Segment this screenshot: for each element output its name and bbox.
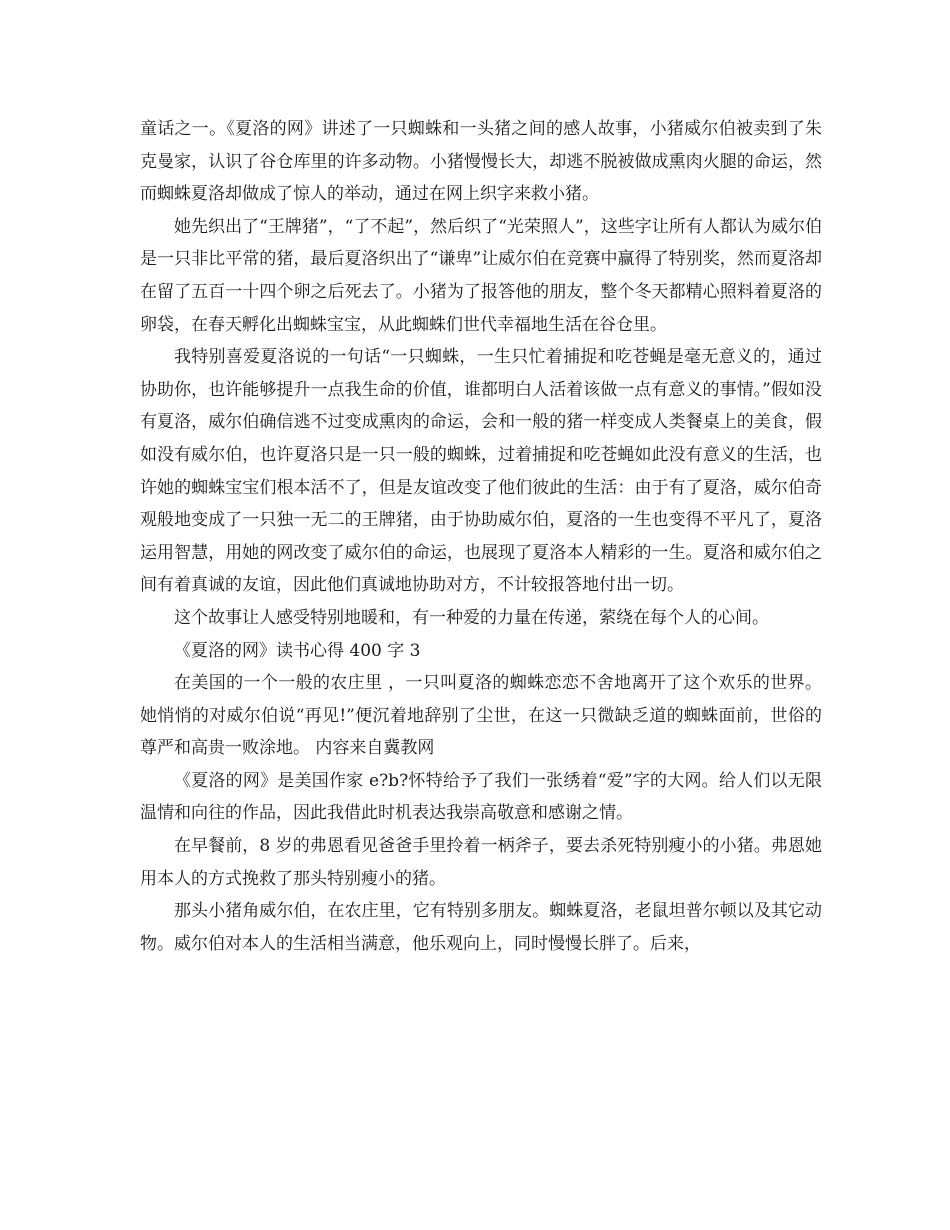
paragraph-1: 童话之一。《夏洛的网》讲述了一只蜘蛛和一头猪之间的感人故事，小猪威尔伯被卖到了朱克曼家，认识了谷仓库里的许多动物。小猪慢慢长大，却逃不脱被做成熏肉火腿的命运，然而蜘蛛夏洛却做成了惊人的举动，通过在网上织字来救小猪。 [140, 119, 822, 205]
paragraph-6: 《夏洛的网》是美国作家 e?b?怀特给予了我们一张绣着“爱”字的大网。给人们以无限温情和向往的作品，因此我借此时机表达我崇高敬意和感谢之情。 [140, 770, 822, 824]
paragraph-8: 那头小猪角威尔伯，在农庄里，它有特别多朋友。蜘蛛夏洛，老鼠坦普尔顿以及其它动物。威尔伯对本人的生活相当满意，他乐观向上，同时慢慢长胖了。后来， [140, 901, 822, 954]
paragraph-4: 这个故事让人感受特别地暖和，有一种爱的力量在传递，萦绕在每个人的心间。 [174, 607, 769, 628]
document-body [140, 113, 822, 960]
paragraph-5: 在美国的一个一般的农庄里 ，一只叫夏洛的蜘蛛恋恋不舍地离开了这个欢乐的世界。她悄悄的对威尔伯说“再见!”便沉着地辞别了尘世，在这一只微缺乏道的蜘蛛面前，世俗的尊严和高贵一败涂地。 内容来自冀教网 [140, 673, 822, 759]
section-heading: 《夏洛的网》读书心得 400 字 3 [174, 640, 421, 661]
paragraph-2: 她先织出了“王牌猪”，“了不起”，然后织了“光荣照人”，这些字让所有人都认为威尔伯是一只非比平常的猪，最后夏洛织出了“谦卑”让威尔伯在竞赛中赢得了特别奖，然而夏洛却在留了五百一十四个卵之后死去了。小猪为了报答他的朋友，整个冬天都精心照料着夏洛的卵袋，在春天孵化出蜘蛛宝宝，从此蜘蛛们世代幸福地生活在谷仓里。 [140, 216, 822, 335]
paragraph-7: 在早餐前，8 岁的弗恩看见爸爸手里拎着一柄斧子，要去杀死特别瘦小的小猪。弗恩她用本人的方式挽救了那头特别瘦小的猪。 [140, 836, 822, 889]
paragraph-3: 我特别喜爱夏洛说的一句话“一只蜘蛛，一生只忙着捕捉和吃苍蝇是毫无意义的，通过协助你，也许能够提升一点我生命的价值，谁都明白人活着该做一点有意义的事情。”假如没有夏洛，威尔伯确信逃不过变成熏肉的命运，会和一般的猪一样变成人类餐桌上的美食，假如没有威尔伯，也许夏洛只是一只一般的蜘蛛，过着捕捉和吃苍蝇如此没有意义的生活，也许她的蜘蛛宝宝们根本活不了，但是友谊改变了他们彼此的生活：由于有了夏洛，威尔伯奇观般地变成了一只独一无二的王牌猪，由于协助威尔伯，夏洛的一生也变得不平凡了，夏洛运用智慧，用她的网改变了威尔伯的命运，也展现了夏洛本人精彩的一生。夏洛和威尔伯之间有着真诚的友谊，因此他们真诚地协助对方，不计较报答地付出一切。 [140, 347, 822, 596]
